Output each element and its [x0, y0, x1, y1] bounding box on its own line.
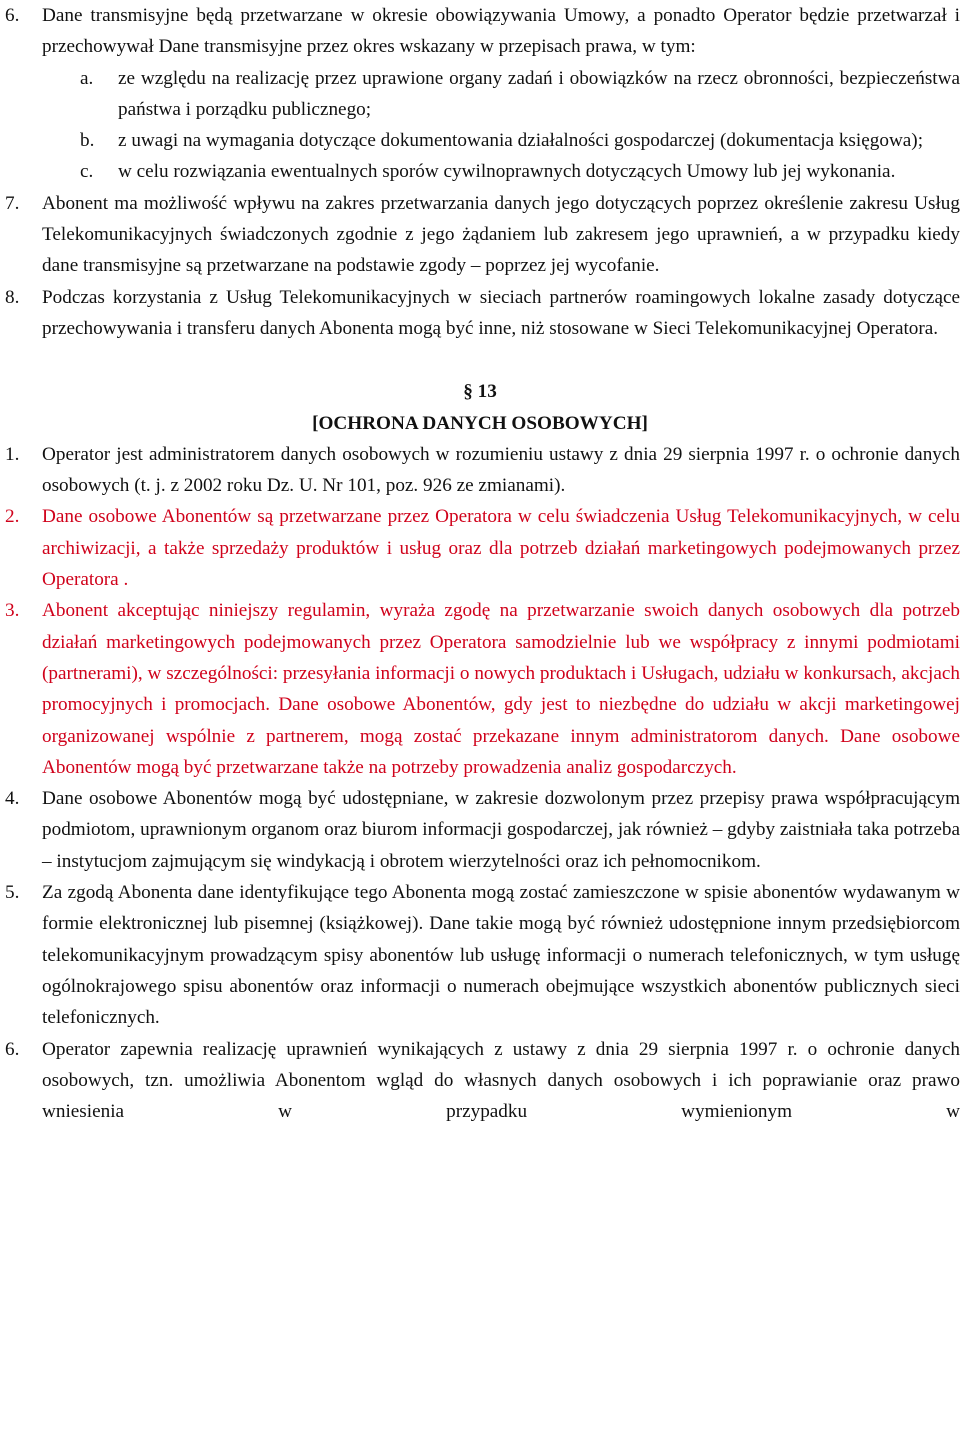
item-text: Podczas korzystania z Usług Telekomunikacyjnych w sieciach partnerów roamingowych lokalne zasady dotyczące przechowywania i transferu danych Abonenta mogą być inne, niż stosowane w Sieci Telekomunikacyjnej Operatora. — [42, 286, 960, 339]
section-number: § 13 — [463, 381, 497, 403]
item-text: Dane transmisyjne będą przetwarzane w okresie obowiązywania Umowy, a ponadto Operator będzie przetwarzał i przechowywał Dane transmisyjne przez okres wskazany w przepisach prawa, w tym: — [42, 5, 960, 58]
list-item — [0, 595, 960, 783]
sub-item-letter: a. — [80, 67, 94, 89]
item-number: 5. — [5, 882, 20, 904]
item-number: 7. — [5, 192, 20, 214]
section-heading — [0, 376, 960, 439]
list-item — [0, 188, 960, 282]
sub-item — [0, 63, 960, 126]
item-text: Dane osobowe Abonentów mogą być udostępniane, w zakresie dozwolonym przez przepisy prawa współpracującym podmiotom, uprawnionym organom oraz biurom informacji gospodarczej, jak również – gdyby zaistniała taka potrzeba – instytucjom zajmującym się windykacją i obrotem wierzytelności oraz ich pełnomocnikom. — [42, 788, 960, 872]
item-text: Za zgodą Abonenta dane identyfikujące tego Abonenta mogą zostać zamieszczone w spisie abonentów wydawanym w formie elektronicznej lub pisemnej (książkowej). Dane takie mogą być również udostępnione innym przedsiębiorcom telekomunikacyjnym prowadzącym spisy abonentów lub usługę informacji o numerach telefonicznych, w tym usługę ogólnokrajowego spisu abonentów oraz informacji o numerach obejmujące wszystkich abonentów publicznych sieci telefonicznych. — [42, 882, 960, 1029]
item-number: 1. — [5, 443, 20, 465]
item-number: 2. — [5, 506, 20, 528]
item-text: Operator zapewnia realizację uprawnień wynikających z ustawy z dnia 29 sierpnia 1997 r. o ochronie danych osobowych, tzn. umożliwia Abonentom wgląd do własnych danych osobowych i ich poprawianie oraz prawo wniesienia w przypadku wymienionym w — [42, 1038, 960, 1123]
item-number: 4. — [5, 788, 20, 810]
list-item — [0, 439, 960, 502]
list-item — [0, 1034, 960, 1128]
sub-item — [0, 156, 960, 187]
sub-item-letter: c. — [80, 161, 94, 183]
list-item — [0, 783, 960, 877]
list-item — [0, 877, 960, 1033]
item-text: Operator jest administratorem danych osobowych w rozumieniu ustawy z dnia 29 sierpnia 1997 r. o ochronie danych osobowych (t. j. z 2002 roku Dz. U. Nr 101, poz. 926 ze zmianami). — [42, 443, 960, 497]
sub-item-text: z uwagi na wymagania dotyczące dokumentowania działalności gospodarczej (dokumentacja księgowa); — [118, 130, 924, 152]
list-item — [0, 501, 960, 595]
section-title: [OCHRONA DANYCH OSOBOWYCH] — [312, 412, 648, 434]
sub-item-text: w celu rozwiązania ewentualnych sporów cywilnoprawnych dotyczących Umowy lub jej wykonania. — [118, 161, 896, 183]
list-item — [0, 282, 960, 345]
list-item — [0, 0, 960, 63]
item-text: Dane osobowe Abonentów są przetwarzane przez Operatora w celu świadczenia Usług Telekomunikacyjnych, w celu archiwizacji, a także sprzedaży produktów i usług oraz dla potrzeb działań marketingowych podejmowanych przez Operatora . — [42, 506, 960, 591]
item-number: 3. — [5, 600, 20, 622]
item-number: 8. — [5, 286, 20, 308]
item-number: 6. — [5, 5, 20, 26]
sub-item-text: ze względu na realizację przez uprawione organy zadań i obowiązków na rzecz obronności, bezpieczeństwa państwa i porządku publicznego; — [118, 67, 960, 120]
sub-item-letter: b. — [80, 130, 95, 152]
item-text: Abonent ma możliwość wpływu na zakres przetwarzania danych jego dotyczących poprzez określenie zakresu Usług Telekomunikacyjnych świadczonych zgodnie z jego żądaniem lub zakresem jego uprawnień, a w przypadku kiedy dane transmisyjne są przetwarzane na podstawie zgody – poprzez jej wycofanie. — [42, 192, 960, 277]
sub-item — [0, 125, 960, 156]
item-number: 6. — [5, 1038, 20, 1060]
item-text: Abonent akceptując niniejszy regulamin, wyraża zgodę na przetwarzanie swoich danych osobowych dla potrzeb działań marketingowych podejmowanych przez Operatora samodzielnie lub we współpracy z innymi podmiotami (partnerami), w szczególności: przesyłania informacji o nowych produktach i Usługach, udziału w konkursach, akcjach promocyjnych i promocjach. Dane osobowe Abonentów, gdy jest to niezbędne do udziału w akcji marketingowej organizowanej wspólnie z partnerem, mogą zostać przekazane innym administratorom danych. Dane osobowe Abonentów mogą być przetwarzane także na potrzeby prowadzenia analiz gospodarczych. — [42, 600, 960, 778]
